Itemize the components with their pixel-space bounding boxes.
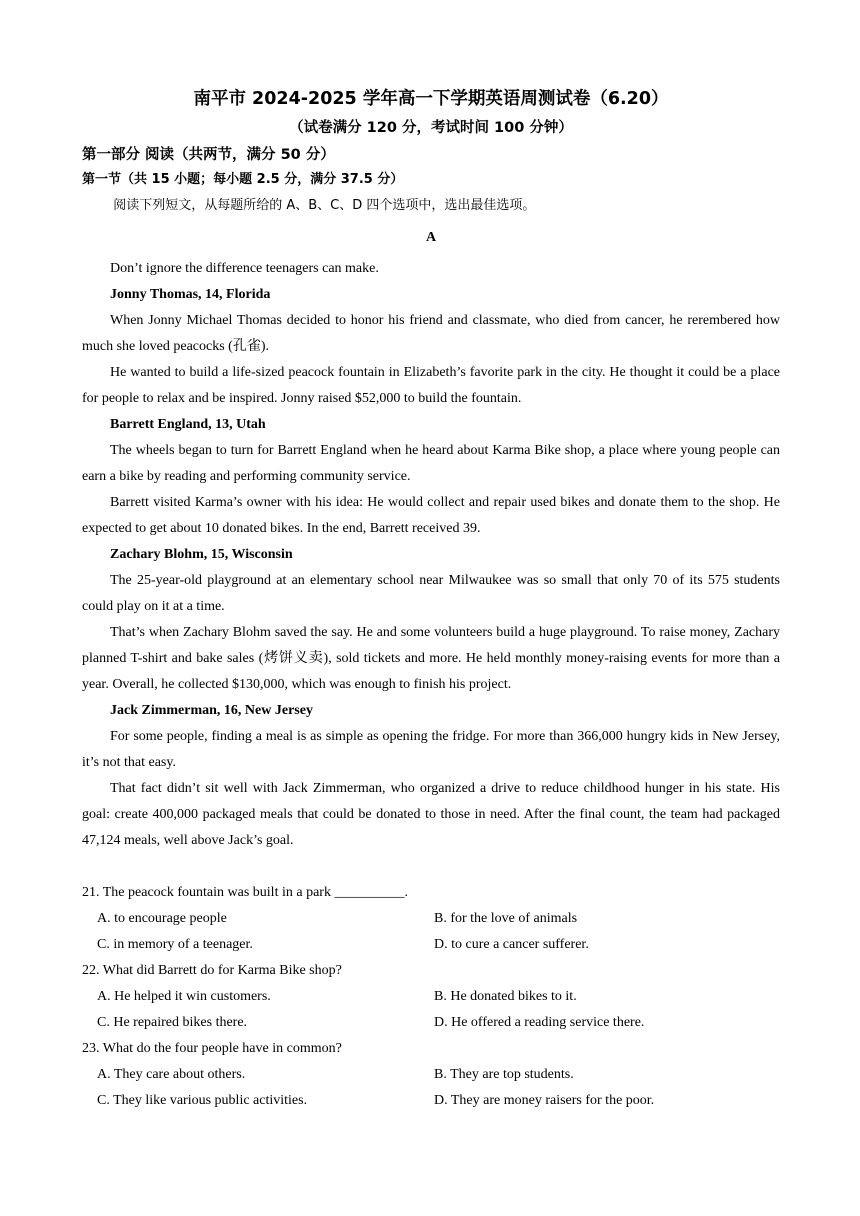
person-heading: Jack Zimmerman, 16, New Jersey	[110, 703, 313, 718]
person-heading: Zachary Blohm, 15, Wisconsin	[110, 547, 293, 562]
passage-paragraph: Barrett visited Karma’s owner with his idea: He would collect and repair used bikes and donate them to the shop. He expected to get about 10 donated bikes. In the end, Barrett received 39.	[82, 495, 780, 536]
passage-paragraph: For some people, finding a meal is as simple as opening the fridge. For more than 366,000 hungry kids in New Jersey, it’s not that easy.	[82, 729, 780, 770]
passage-label: A	[425, 230, 437, 245]
passage-intro: Don’t ignore the difference teenagers can make.	[110, 261, 379, 276]
option-c: C. in memory of a teenager.	[97, 937, 253, 952]
option-d: D. They are money raisers for the poor.	[434, 1093, 655, 1108]
option-row	[82, 1062, 780, 1088]
question-23	[82, 1036, 780, 1114]
question-stem: 21. The peacock fountain was built in a park __________.	[82, 885, 408, 900]
part-heading: 第一部分 阅读（共两节，满分 50 分）	[82, 147, 335, 163]
passage-paragraph: That’s when Zachary Blohm saved the say. He and some volunteers build a huge playground. To raise money, Zachary planned T-shirt and bake sales (烤饼义卖), sold tickets and more. He held monthly money-raising events for more than a year. Overall, he collected $130,000, which was enough to finish his project.	[82, 625, 780, 692]
passage-paragraph: The 25-year-old playground at an elementary school near Milwaukee was so small that only 70 of its 575 students could play on it at a time.	[82, 573, 780, 614]
person-heading: Jonny Thomas, 14, Florida	[110, 287, 271, 302]
exam-title: 南平市 2024-2025 学年高一下学期英语周测试卷（6.20）	[193, 89, 669, 109]
option-row	[82, 984, 780, 1010]
question-22	[82, 958, 780, 1036]
option-c: C. They like various public activities.	[97, 1093, 308, 1108]
passage-paragraph: He wanted to build a life-sized peacock fountain in Elizabeth’s favorite park in the city. He thought it could be a place for people to relax and be inspired. Jonny raised $52,000 to build the fountain.	[82, 365, 780, 406]
option-d: D. He offered a reading service there.	[434, 1015, 645, 1030]
spacer	[82, 854, 780, 880]
option-row	[82, 1010, 780, 1036]
option-b: B. He donated bikes to it.	[434, 989, 577, 1004]
exam-subtitle: （试卷满分 120 分，考试时间 100 分钟）	[289, 120, 573, 136]
section-heading: 第一节（共 15 小题；每小题 2.5 分，满分 37.5 分）	[82, 172, 404, 187]
option-a: A. They care about others.	[97, 1067, 246, 1082]
passage-paragraph: The wheels began to turn for Barrett England when he heard about Karma Bike shop, a place where young people can earn a bike by reading and performing community service.	[82, 443, 780, 484]
option-d: D. to cure a cancer sufferer.	[434, 937, 589, 952]
option-a: A. to encourage people	[97, 911, 227, 926]
option-c: C. He repaired bikes there.	[97, 1015, 248, 1030]
exam-page	[82, 84, 780, 1114]
passage-paragraph: When Jonny Michael Thomas decided to honor his friend and classmate, who died from cancer, he rerembered how much she loved peacocks (孔雀).	[82, 313, 780, 354]
passage-paragraph: That fact didn’t sit well with Jack Zimmerman, who organized a drive to reduce childhood hunger in his state. His goal: create 400,000 packaged meals that could be donated to those in need. After the final count, the team had packaged 47,124 meals, well above Jack’s goal.	[82, 781, 780, 848]
option-b: B. for the love of animals	[434, 911, 578, 926]
option-b: B. They are top students.	[434, 1067, 574, 1082]
person-heading: Barrett England, 13, Utah	[110, 417, 266, 432]
option-row	[82, 932, 780, 958]
question-21	[82, 880, 780, 958]
instructions: 阅读下列短文，从每题所给的 A、B、C、D 四个选项中，选出最佳选项。	[113, 198, 536, 213]
option-a: A. He helped it win customers.	[97, 989, 271, 1004]
question-stem: 22. What did Barrett do for Karma Bike shop?	[82, 963, 342, 978]
option-row	[82, 1088, 780, 1114]
question-stem: 23. What do the four people have in common?	[82, 1041, 342, 1056]
option-row	[82, 906, 780, 932]
